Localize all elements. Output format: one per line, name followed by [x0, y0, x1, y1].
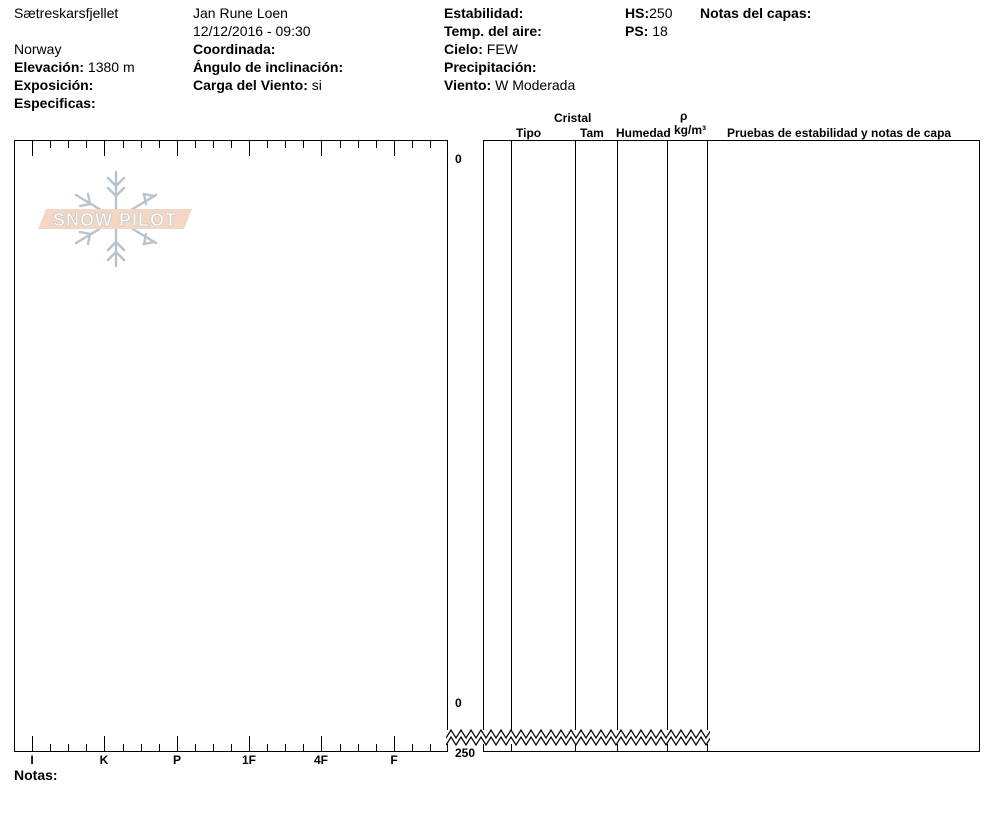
sky-value: FEW [486, 41, 518, 57]
hardness-tick-top [412, 140, 413, 148]
hardness-tick-bottom [177, 736, 178, 752]
observation-datetime: 12/12/2016 - 09:30 [193, 23, 311, 39]
elevation-value: 1380 m [87, 59, 135, 75]
wind-row [444, 76, 575, 94]
snowpilot-logo-text: SNOW PILOT [53, 210, 177, 230]
ps-row [625, 22, 668, 40]
hardness-tick-bottom [104, 736, 105, 752]
stability-row [444, 4, 523, 22]
col-divider-tam [575, 140, 576, 752]
rho-header: ρ [680, 109, 688, 123]
hs-row [625, 4, 672, 22]
specifics-row [14, 94, 96, 112]
coordinate-row [193, 40, 275, 58]
hardness-tick-bottom [86, 744, 87, 752]
stability-label: Estabilidad: [444, 5, 524, 21]
hardness-label-1f: 1F [241, 753, 257, 767]
hardness-label-i: I [30, 753, 34, 767]
wind-value: W Moderada [495, 77, 576, 93]
hardness-tick-bottom [430, 744, 431, 752]
hs-value: 250 [649, 5, 673, 21]
hardness-tick-bottom [32, 736, 33, 752]
hardness-tick-top [195, 140, 196, 148]
hardness-label-p: P [172, 753, 182, 767]
hardness-tick-top [177, 140, 178, 156]
hs-label: HS: [625, 5, 650, 21]
sky-label: Cielo: [444, 41, 483, 57]
precipitation-label: Precipitación: [444, 59, 537, 75]
observer-name: Jan Rune Loen [193, 5, 288, 21]
hardness-tick-bottom [394, 736, 395, 752]
layer-table [483, 140, 980, 752]
humedad-header: Humedad [616, 126, 671, 140]
depth-label-top: 0 [455, 152, 462, 166]
hardness-tick-top [68, 140, 69, 148]
sky-row [444, 40, 518, 58]
specifics-label: Especificas: [14, 95, 96, 111]
hardness-tick-top [430, 140, 431, 148]
hardness-tick-bottom [285, 744, 286, 752]
hardness-tick-top [141, 140, 142, 148]
hardness-tick-top [321, 140, 322, 156]
hardness-tick-bottom [159, 744, 160, 752]
hardness-tick-top [231, 140, 232, 148]
density-unit-header: kg/m³ [674, 123, 707, 137]
coordinate-label: Coordinada: [193, 41, 276, 57]
tests-header: Pruebas de estabilidad y notas de capa [727, 126, 952, 140]
hardness-tick-top [376, 140, 377, 148]
hardness-tick-top [86, 140, 87, 148]
layer-notes-label: Notas del capas: [700, 5, 812, 21]
air-temp-row [444, 22, 542, 40]
elevation-row [14, 58, 135, 76]
hardness-tick-top [303, 140, 304, 148]
hardness-tick-top [267, 140, 268, 148]
wind-load-value: si [311, 77, 322, 93]
hardness-tick-top [104, 140, 105, 156]
hardness-tick-top [159, 140, 160, 148]
hardness-tick-bottom [231, 744, 232, 752]
hardness-label-4f: 4F [313, 753, 329, 767]
hardness-tick-top [285, 140, 286, 148]
hardness-tick-bottom [358, 744, 359, 752]
precipitation-row [444, 58, 537, 76]
location-country: Norway [14, 41, 62, 57]
hardness-tick-bottom [267, 744, 268, 752]
hardness-tick-top [358, 140, 359, 148]
hardness-tick-bottom [376, 744, 377, 752]
hardness-tick-top [394, 140, 395, 156]
col-divider-tests [707, 140, 708, 752]
hardness-tick-bottom [141, 744, 142, 752]
hardness-tick-bottom [340, 744, 341, 752]
hardness-tick-top [123, 140, 124, 148]
tam-header: Tam [580, 126, 604, 140]
hardness-tick-bottom [50, 744, 51, 752]
hardness-tick-top [32, 140, 33, 156]
hardness-tick-bottom [303, 744, 304, 752]
slope-angle-label: Ángulo de inclinación: [193, 59, 344, 75]
hardness-tick-bottom [195, 744, 196, 752]
wind-label: Viento: [444, 77, 492, 93]
depth-break-zigzag [446, 728, 710, 748]
cristal-header: Cristal [554, 111, 592, 125]
col-divider-humedad [617, 140, 618, 752]
hardness-tick-bottom [321, 736, 322, 752]
elevation-label: Elevación: [14, 59, 85, 75]
hardness-tick-top [213, 140, 214, 148]
ps-label: PS: [625, 23, 649, 39]
hardness-tick-top [340, 140, 341, 148]
exposure-row [14, 76, 93, 94]
hardness-label-f: F [390, 753, 398, 767]
hardness-tick-top [50, 140, 51, 148]
wind-load-label: Carga del Viento: [193, 77, 308, 93]
col-divider-tipo [511, 140, 512, 752]
slope-angle-row [193, 58, 343, 76]
depth-label-lower: 0 [455, 696, 462, 710]
tipo-header: Tipo [516, 126, 542, 140]
hardness-tick-top [249, 140, 250, 156]
snowpilot-logo-icon [36, 168, 196, 270]
ps-value: 18 [652, 23, 668, 39]
notes-label: Notas: [14, 767, 58, 783]
depth-label-bottom: 250 [455, 746, 476, 760]
wind-load-row [193, 76, 322, 94]
location-name: Sætreskarsfjellet [14, 5, 119, 21]
hardness-tick-bottom [213, 744, 214, 752]
hardness-tick-bottom [249, 736, 250, 752]
hardness-tick-bottom [412, 744, 413, 752]
col-divider-density [667, 140, 668, 752]
exposure-label: Exposición: [14, 77, 94, 93]
air-temp-label: Temp. del aire: [444, 23, 542, 39]
hardness-tick-bottom [68, 744, 69, 752]
hardness-label-k: K [99, 753, 109, 767]
hardness-tick-bottom [123, 744, 124, 752]
